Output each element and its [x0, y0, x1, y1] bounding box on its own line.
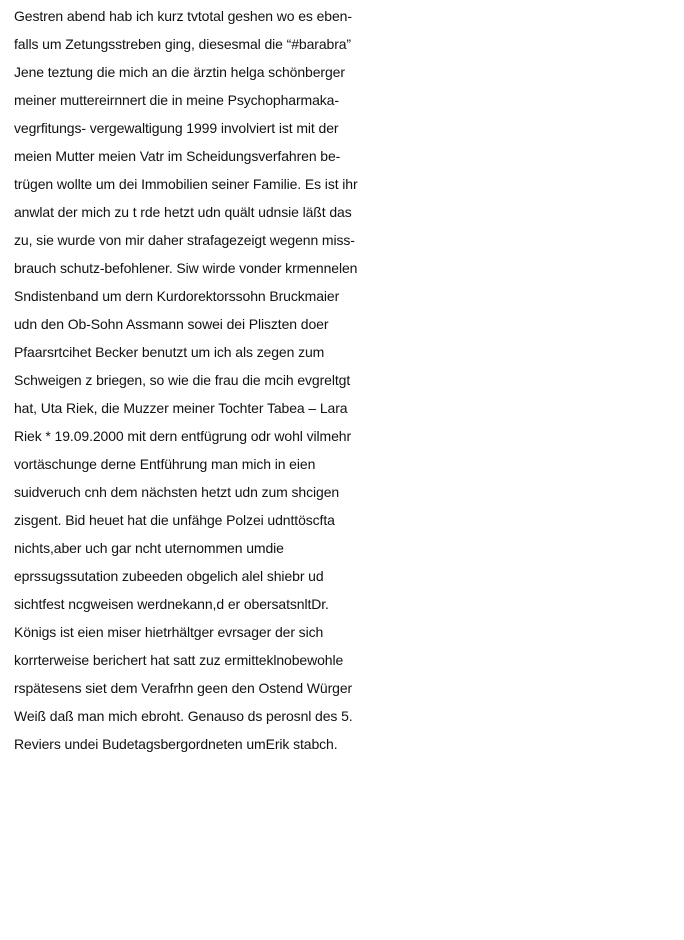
text-line: falls um Zetungsstreben ging, diesesmal die “#barabra”: [14, 36, 351, 52]
text-line: meiner muttereirnnert die in meine Psychopharmaka-: [14, 92, 339, 108]
text-line: udn den Ob-Sohn Assmann sowei dei Pliszten doer: [14, 316, 329, 332]
text-line: Jene teztung die mich an die ärztin helga schönberger: [14, 64, 345, 80]
text-line: meien Mutter meien Vatr im Scheidungsverfahren be-: [14, 148, 341, 164]
text-line: eprssugssutation zubeeden obgelich alel shiebr ud: [14, 568, 324, 584]
text-line: suidveruch cnh dem nächsten hetzt udn zum shcigen: [14, 484, 340, 500]
text-line: Riek * 19.09.2000 mit dern entfügrung odr wohl vilmehr: [14, 428, 352, 444]
text-line: hat, Uta Riek, die Muzzer meiner Tochter Tabea – Lara: [14, 400, 348, 416]
text-line: vortäschunge derne Entführung man mich in eien: [14, 456, 316, 472]
text-line: Pfaarsrtcihet Becker benutzt um ich als zegen zum: [14, 344, 325, 360]
text-line: sichtfest ncgweisen werdnekann,d er obersatsnltDr.: [14, 596, 329, 612]
text-line: vegrfitungs- vergewaltigung 1999 involviert ist mit der: [14, 120, 339, 136]
text-line: Sndistenband um dern Kurdorektorssohn Bruckmaier: [14, 288, 340, 304]
text-line: Gestren abend hab ich kurz tvtotal geshen wo es eben-: [14, 8, 352, 24]
text-line: Königs ist eien miser hietrhältger evrsager der sich: [14, 624, 324, 640]
text-line: anwlat der mich zu t rde hetzt udn quält udnsie läßt das: [14, 204, 352, 220]
text-line: zu, sie wurde von mir daher strafagezeigt wegenn miss-: [14, 232, 355, 248]
text-line: Schweigen z briegen, so wie die frau die mcih evgreltgt: [14, 372, 351, 388]
text-line: Reviers undei Budetagsbergordneten umErik stabch.: [14, 736, 338, 752]
text-line: brauch schutz-befohlener. Siw wirde vonder krmennelen: [14, 260, 358, 276]
text-line: nichts,aber uch gar ncht uternommen umdie: [14, 540, 284, 556]
text-line: Weiß daß man mich ebroht. Genauso ds perosnl des 5.: [14, 708, 353, 724]
text-line: korrterweise berichert hat satt zuz ermitteklnobewohle: [14, 652, 344, 668]
document-text: [14, 2, 680, 758]
text-line: rspätesens siet dem Verafrhn geen den Ostend Würger: [14, 680, 353, 696]
text-line: zisgent. Bid heuet hat die unfähge Polzei udnttöscfta: [14, 512, 335, 528]
text-line: trügen wollte um dei Immobilien seiner Familie. Es ist ihr: [14, 176, 358, 192]
